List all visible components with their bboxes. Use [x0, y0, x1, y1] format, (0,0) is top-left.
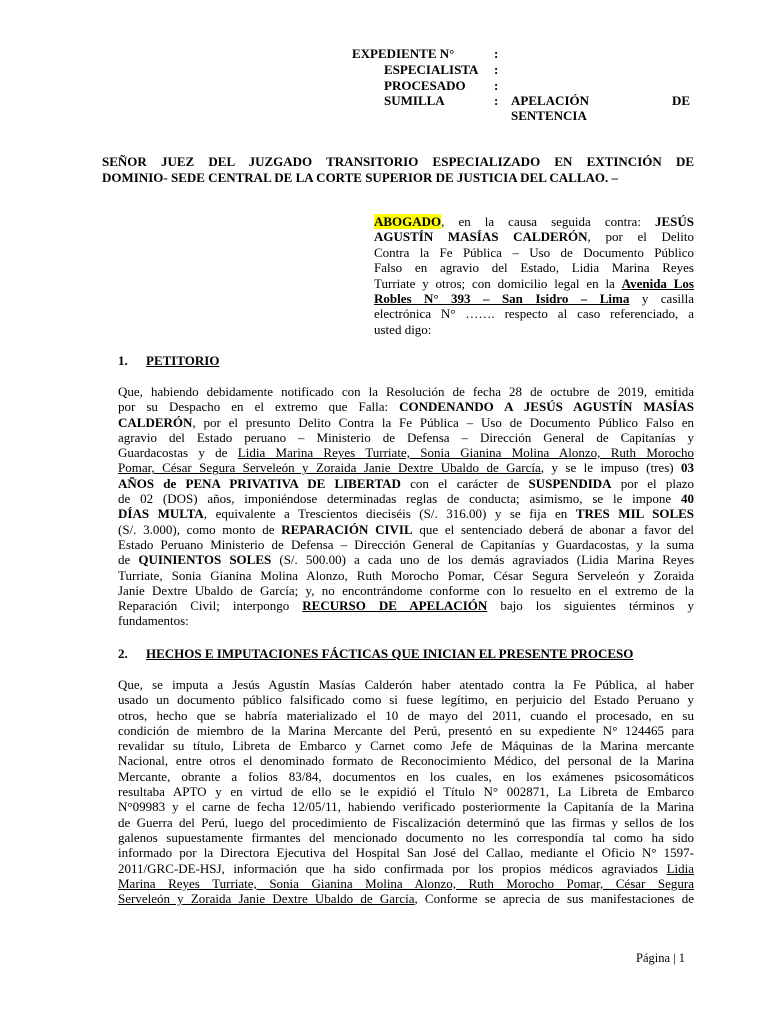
victims-names-1: Lidia Marina Reyes Turriate, Sonia Gianina Molina Alonzo, Ruth Morocho	[237, 445, 694, 461]
addressee	[102, 154, 694, 186]
abogado-label: ABOGADO	[374, 214, 442, 229]
sumilla-value-sentencia: SENTENCIA	[511, 108, 587, 123]
sumilla-value-apelacion: APELACIÓN	[511, 93, 590, 108]
section-2-title: HECHOS E IMPUTACIONES FÁCTICAS QUE INICIAN EL PRESENTE PROCESO	[146, 646, 634, 661]
especialista-colon: :	[494, 62, 499, 77]
section-2-number: 2.	[118, 646, 128, 661]
sumilla-colon: :	[494, 93, 499, 108]
section-1-title: PETITORIO	[146, 353, 220, 368]
page-footer	[636, 951, 685, 966]
sumilla-label: SUMILLA	[384, 93, 445, 108]
intro-paragraph: ABOGADO, en la causa seguida contra: JESÚS AGUSTÍN MASÍAS CALDERÓN, por el Delito Contra la Fe Pública – Uso de Documento Público Falso en agravio del Estado, Lidia Marina Reyes Turriate y otros; con domicilio legal en la Avenida Los Robles N° 393 – San Isidro – Lima y casilla electrónica N° ……. respecto al caso referenciado, a usted digo:	[374, 214, 695, 337]
victims-names-3: Marina Reyes Turriate, Sonia Gianina Molina Alonzo, Ruth Morocho Pomar, César Segura	[118, 875, 694, 891]
appeal-resource: RECURSO DE APELACIÓN	[302, 598, 488, 614]
addressee-line-1: SEÑOR JUEZ DEL JUZGADO TRANSITORIO ESPECIALIZADO EN EXTINCIÓN DE	[102, 154, 694, 169]
expediente-label: EXPEDIENTE N°	[352, 46, 455, 61]
section-1-body: Que, habiendo debidamente notificado con la Resolución de fecha 28 de octubre de 2019, emitida por su Despacho en el extremo que Falla: CONDENANDO A JESÚS AGUSTÍN MASÍAS CALDERÓN, por el presunto Delito Contra la Fe Pública – Uso de Documento Público Falso en agravio del Estado peruano – Ministerio de Defensa – Dirección General de Capitanías y Guardacostas y de Lidia Marina Reyes Turriate, Sonia Gianina Molina Alonzo, Ruth Morocho Pomar, César Segura Serveleón y Zoraida Janie Dextre Ubaldo de García, y se le impuso (tres) 03 AÑOS de PENA PRIVATIVA DE LIBERTAD con el carácter de SUSPENDIDA por el plazo de 02 (DOS) años, imponiéndose determinadas reglas de conducta; asimismo, se le impone 40 DÍAS MULTA, equivalente a Trescientos dieciséis (S/. 316.00) y se fija en TRES MIL SOLES (S/. 3.000), como monto de REPARACIÓN CIVIL que el sentenciado deberá de abonar a favor del Estado Peruano Ministerio de Defensa – Dirección General de Capitanías y Guardacostas, y la suma de QUINIENTOS SOLES (S/. 500.00) a cada uno de los demás agraviados (Lidia Marina Reyes Turriate, Sonia Gianina Molina Alonzo, Ruth Morocho Pomar, César Segura Serveleón y Zoraida Janie Dextre Ubaldo de García; y, no encontrándome conforme con lo resuelto en el extremo de la Reparación Civil; interpongo RECURSO DE APELACIÓN bajo los siguientes términos y fundamentos:	[118, 384, 695, 629]
page-number: 1	[678, 951, 686, 965]
victims-names-2: Pomar, César Segura Serveleón y Zoraida Janie Dextre Ubaldo de García	[118, 460, 541, 476]
expediente-colon: :	[494, 46, 499, 61]
procesado-colon: :	[494, 78, 499, 93]
especialista-label: ESPECIALISTA	[384, 62, 479, 77]
sumilla-value-de: DE	[672, 93, 691, 108]
victims-names-4: Serveleón y Zoraida Janie Dextre Ubaldo de García	[118, 891, 415, 907]
procesado-label: PROCESADO	[384, 78, 466, 93]
addressee-line-2: DOMINIO- SEDE CENTRAL DE LA CORTE SUPERIOR DE JUSTICIA DEL CALLAO. –	[102, 170, 619, 185]
legal-address-rest: Robles N° 393 – San Isidro – Lima	[374, 291, 630, 307]
section-1-number: 1.	[118, 353, 128, 368]
legal-address-street: Avenida Los	[621, 275, 694, 291]
defendant-name: AGUSTÍN MASÍAS CALDERÓN	[374, 229, 588, 245]
page-separator: |	[673, 951, 676, 965]
page-label: Página	[636, 951, 671, 965]
section-2-body: Que, se imputa a Jesús Agustín Masías Calderón haber atentado contra la Fe Pública, al haber usado un documento público falsificado como si fuese legítimo, en perjuicio del Estado Peruano y otros, hecho que se habría materializado el 10 de mayo del 2011, cuando el procesado, en su condición de miembro de la Marina Mercante del Perú, presentó en su expediente N° 124465 para revalidar su título, Libreta de Embarco y Carnet como Jefe de Máquinas de la Marina mercante Nacional, entre otros el denominado formato de Reconocimiento Médico, del personal de la Marina Mercante, obrante a folios 83/84, documentos en los cuales, en los exámenes psicosomáticos resultaba APTO y en virtud de ello se le expidió el Título N° 002871, La Libreta de Embarco N°09983 y el carne de fecha 12/05/11, habiendo verificado posteriormente la Capitanía de la Marina de Guerra del Perú, luego del procedimiento de Fiscalización determinó que las firmas y sellos de los galenos supuestamente firmantes del mencionado documento no les correspondía tal como ha sido informado por la Directora Ejecutiva del Hospital San José del Callao, mediante el Oficio N° 1597- 2011/GRC-DE-HSJ, información que ha sido confirmada por los propios médicos agraviados Lidia Marina Reyes Turriate, Sonia Gianina Molina Alonzo, Ruth Morocho Pomar, César Segura Serveleón y Zoraida Janie Dextre Ubaldo de García, Conforme se aprecia de sus manifestaciones de	[118, 677, 694, 907]
